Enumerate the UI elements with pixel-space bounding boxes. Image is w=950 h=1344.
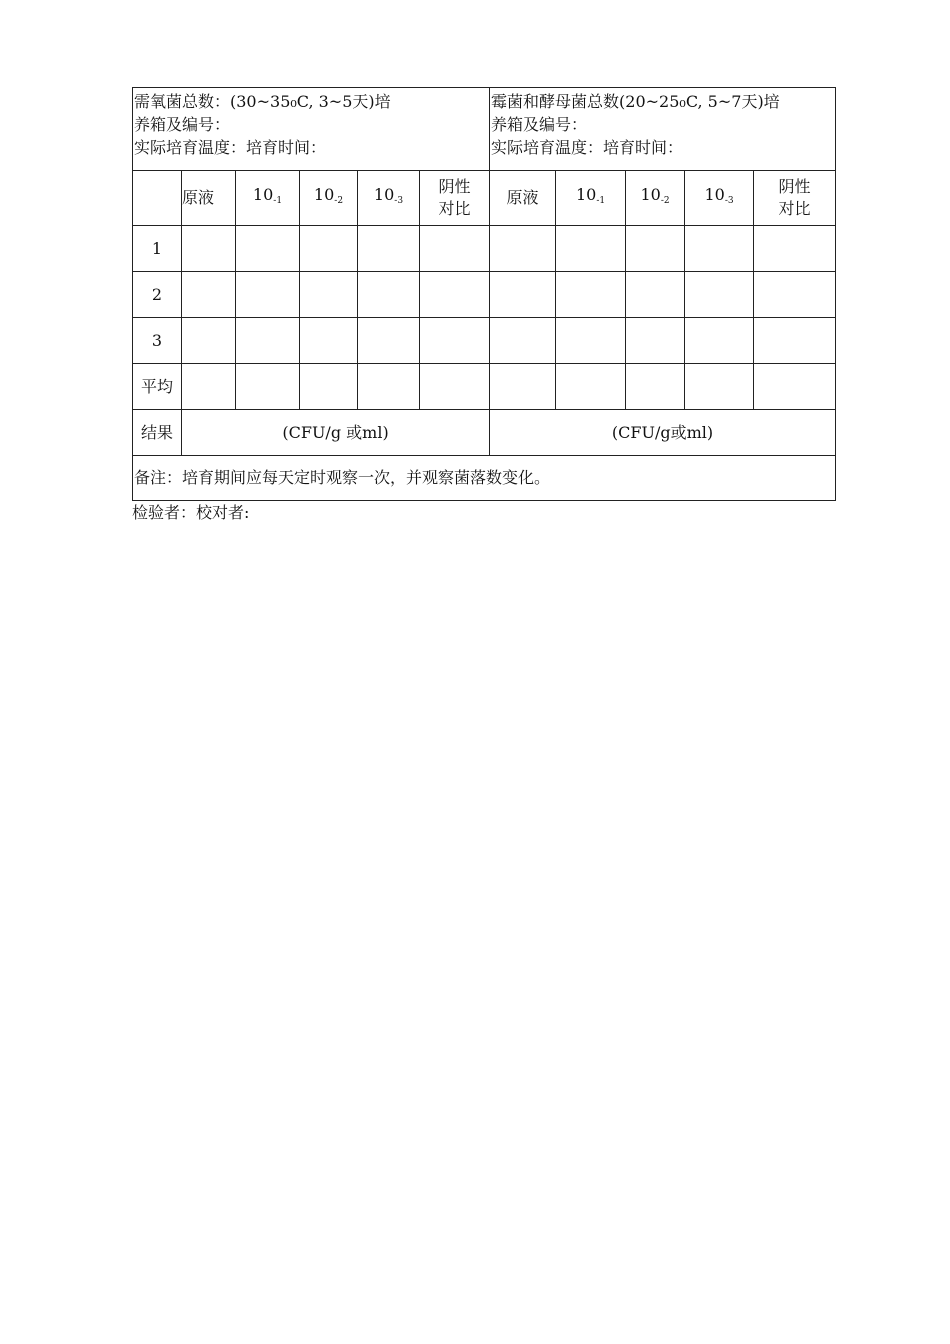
- colony-count-table: [132, 87, 836, 501]
- entry-cell[interactable]: [626, 226, 685, 272]
- entry-cell[interactable]: [236, 364, 300, 410]
- entry-cell[interactable]: [420, 272, 490, 318]
- entry-cell[interactable]: [236, 318, 300, 364]
- entry-cell[interactable]: [626, 318, 685, 364]
- result-mold-yeast-cell[interactable]: (CFU/g或ml): [490, 410, 836, 456]
- entry-cell[interactable]: [556, 272, 626, 318]
- col-dilution-3-left: $10_{-3}$: [358, 171, 420, 226]
- mold-yeast-temp-time-label: 实际培育温度：培育时间：: [491, 138, 684, 157]
- table-row: [133, 318, 836, 364]
- entry-cell[interactable]: [685, 364, 754, 410]
- entry-cell[interactable]: [358, 364, 420, 410]
- test-record-sheet: [132, 87, 835, 524]
- row-label-result: 结果: [133, 410, 182, 456]
- result-row: [133, 410, 836, 456]
- aerobic-count-header: [133, 88, 490, 171]
- entry-cell[interactable]: [420, 318, 490, 364]
- average-row: [133, 364, 836, 410]
- aerobic-title: 需氧菌总数：(30~35₀C, 3~5天)培: [134, 92, 391, 111]
- entry-cell[interactable]: [236, 226, 300, 272]
- entry-cell[interactable]: [358, 226, 420, 272]
- entry-cell[interactable]: [754, 318, 836, 364]
- entry-cell[interactable]: [300, 318, 358, 364]
- corner-cell: [133, 171, 182, 226]
- col-stock-left: 原液: [182, 171, 236, 226]
- entry-cell[interactable]: [182, 364, 236, 410]
- col-dilution-3-right: $10_{-3}$: [685, 171, 754, 226]
- entry-cell[interactable]: [420, 364, 490, 410]
- entry-cell[interactable]: [300, 226, 358, 272]
- aerobic-temp-time-label: 实际培育温度：培育时间：: [134, 138, 327, 157]
- row-label-1: 1: [133, 226, 182, 272]
- entry-cell[interactable]: [236, 272, 300, 318]
- col-dilution-2-left: $10_{-2}$: [300, 171, 358, 226]
- aerobic-incubator-label: 养箱及编号：: [134, 115, 231, 134]
- entry-cell[interactable]: [685, 318, 754, 364]
- table-row: [133, 272, 836, 318]
- entry-cell[interactable]: [420, 226, 490, 272]
- entry-cell[interactable]: [685, 226, 754, 272]
- header-row: [133, 88, 836, 171]
- entry-cell[interactable]: [626, 272, 685, 318]
- entry-cell[interactable]: [490, 364, 556, 410]
- col-dilution-2-right: $10_{-2}$: [626, 171, 685, 226]
- entry-cell[interactable]: [754, 226, 836, 272]
- entry-cell[interactable]: [685, 272, 754, 318]
- entry-cell[interactable]: [556, 318, 626, 364]
- entry-cell[interactable]: [490, 318, 556, 364]
- note-row: [133, 456, 836, 501]
- inspector-checker-signature-line: 检验者：校对者:: [132, 503, 250, 522]
- entry-cell[interactable]: [490, 272, 556, 318]
- entry-cell[interactable]: [626, 364, 685, 410]
- mold-yeast-title: 霉菌和酵母菌总数(20~25₀C, 5~7天)培: [491, 92, 780, 111]
- entry-cell[interactable]: [556, 226, 626, 272]
- entry-cell[interactable]: [182, 318, 236, 364]
- entry-cell[interactable]: [182, 272, 236, 318]
- table-row: [133, 226, 836, 272]
- entry-cell[interactable]: [300, 364, 358, 410]
- col-negative-control-right: 阴性 对比: [754, 171, 836, 226]
- entry-cell[interactable]: [556, 364, 626, 410]
- entry-cell[interactable]: [182, 226, 236, 272]
- entry-cell[interactable]: [490, 226, 556, 272]
- entry-cell[interactable]: [754, 364, 836, 410]
- row-label-average: 平均: [133, 364, 182, 410]
- entry-cell[interactable]: [358, 318, 420, 364]
- mold-yeast-header: [490, 88, 836, 171]
- column-header-row: [133, 171, 836, 226]
- result-aerobic-cell[interactable]: (CFU/g 或ml): [182, 410, 490, 456]
- remarks-note: 备注：培育期间应每天定时观察一次，并观察菌落数变化。: [133, 456, 836, 501]
- col-dilution-1-left: $10_{-1}$: [236, 171, 300, 226]
- col-dilution-1-right: $10_{-1}$: [556, 171, 626, 226]
- row-label-3: 3: [133, 318, 182, 364]
- entry-cell[interactable]: [300, 272, 358, 318]
- entry-cell[interactable]: [754, 272, 836, 318]
- entry-cell[interactable]: [358, 272, 420, 318]
- mold-yeast-incubator-label: 养箱及编号：: [491, 115, 588, 134]
- row-label-2: 2: [133, 272, 182, 318]
- col-stock-right: 原液: [490, 171, 556, 226]
- col-negative-control-left: 阴性 对比: [420, 171, 490, 226]
